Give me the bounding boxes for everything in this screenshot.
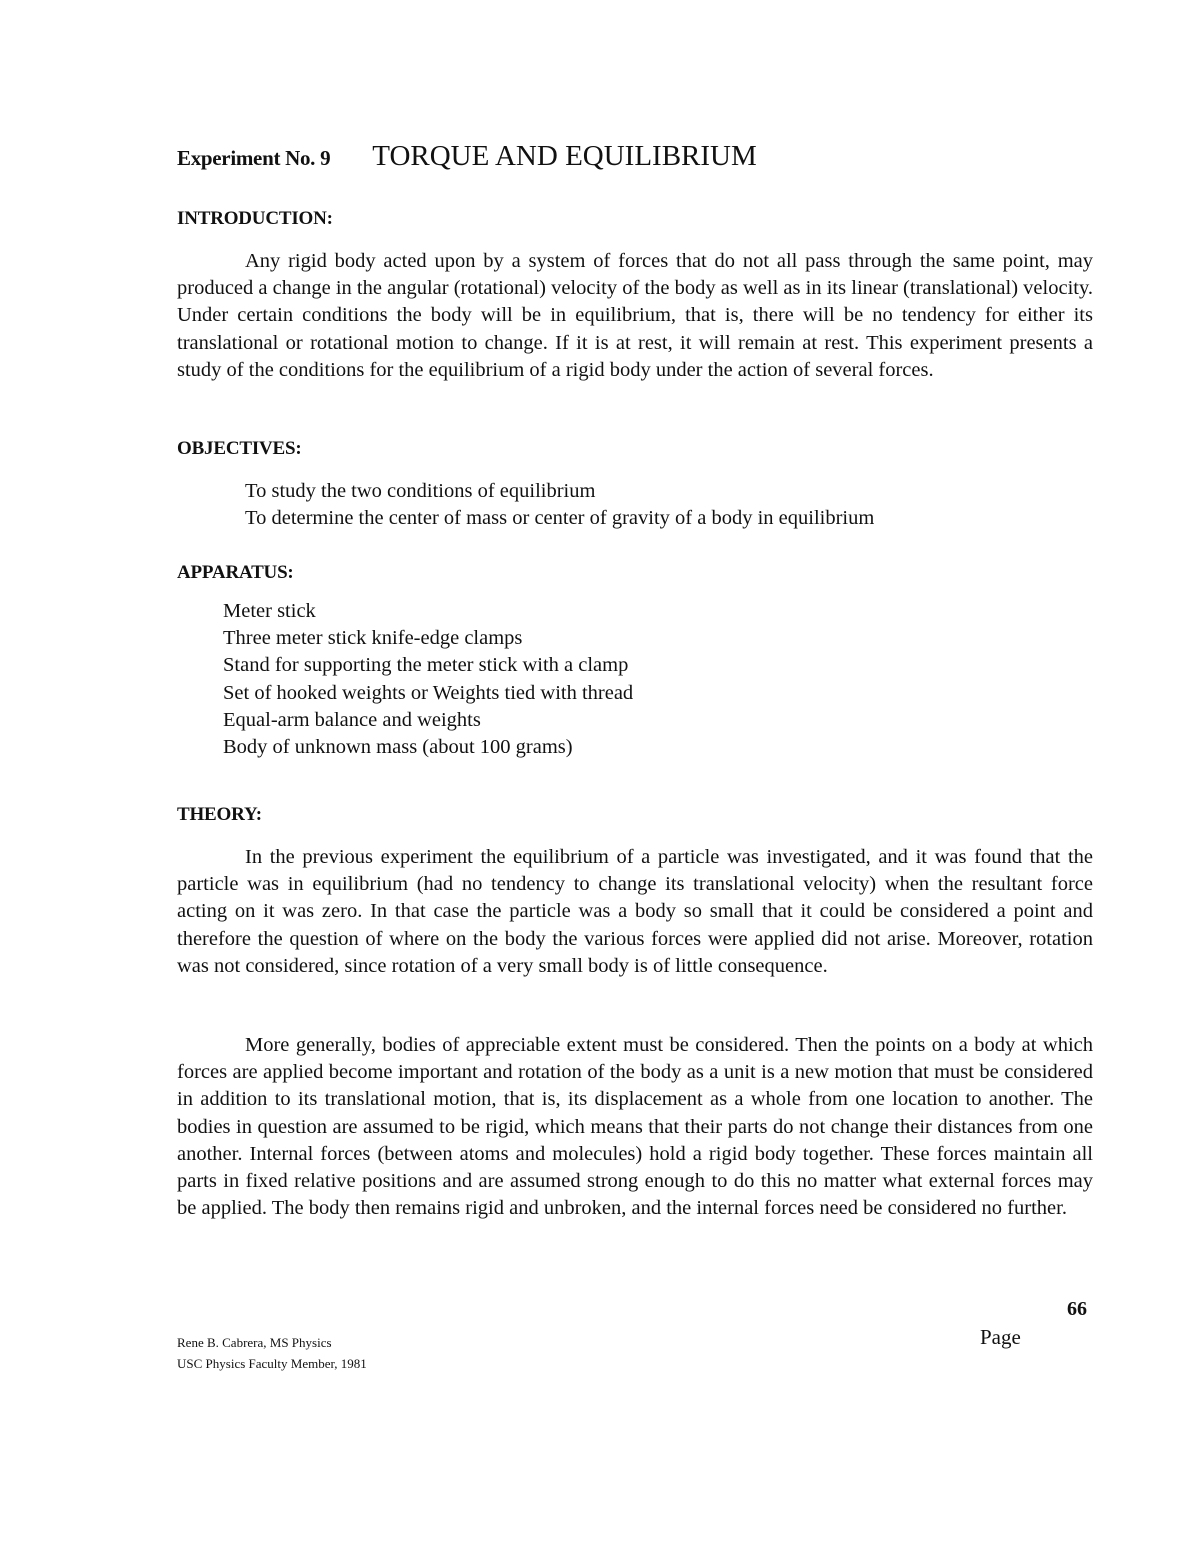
list-item: Meter stick xyxy=(223,600,316,622)
theory-heading: THEORY: xyxy=(177,804,262,825)
list-item: Set of hooked weights or Weights tied with thread xyxy=(223,681,634,704)
objectives-heading: OBJECTIVES: xyxy=(177,438,302,459)
list-item: Body of unknown mass (about 100 grams) xyxy=(223,736,573,759)
apparatus-heading: APPARATUS: xyxy=(177,562,294,583)
theory-paragraph-2: More generally, bodies of appreciable extent must be considered. Then the points on a body at which forces are applied become important and rotation of the body as a unit is a new motion that must be considered in addition to its translational motion, that is, its displacement as a whole from one location to another. The bodies in question are assumed to be rigid, which means that their parts do not change their distances from one another. Internal forces (between atoms and molecules) hold a rigid body together. These forces maintain all parts in fixed relative positions and are assumed strong enough to do this no matter what external forces may be applied. The body then remains rigid and unbroken, and the internal forces need be considered no further. xyxy=(177,1034,1093,1220)
page-number: 66 xyxy=(1067,1298,1087,1320)
footer-affiliation: USC Physics Faculty Member, 1981 xyxy=(177,1356,367,1371)
list-item: Stand for supporting the meter stick with a clamp xyxy=(223,654,629,677)
footer-author: Rene B. Cabrera, MS Physics xyxy=(177,1335,332,1350)
introduction-paragraph: Any rigid body acted upon by a system of forces that do not all pass through the same point, may produced a change in the angular (rotational) velocity of the body as well as in its linear (translational) velocity. Under certain conditions the body will be in equilibrium, that is, there will be no tendency for either its translational or rotational motion to change. If it is at rest, it will remain at rest. This experiment presents a study of the conditions for the equilibrium of a rigid body under the action of several forces. xyxy=(177,250,1093,381)
list-item: To determine the center of mass or center of gravity of a body in equilibrium xyxy=(245,507,875,530)
experiment-label: Experiment No. 9 xyxy=(177,146,331,170)
introduction-heading: INTRODUCTION: xyxy=(177,208,333,229)
theory-paragraph-1: In the previous experiment the equilibrium of a particle was investigated, and it was found that the particle was in equilibrium (had no tendency to change its translational velocity) when the resultant force acting on it was zero. In that case the particle was a body so small that it could be considered a point and therefore the question of where on the body the various forces were applied did not arise. Moreover, rotation was not considered, since rotation of a very small body is of little consequence. xyxy=(177,846,1093,977)
apparatus-list xyxy=(223,598,633,761)
list-item: Equal-arm balance and weights xyxy=(223,708,481,731)
title-line xyxy=(177,140,757,173)
objectives-list xyxy=(245,478,874,532)
page-title: TORQUE AND EQUILIBRIUM xyxy=(372,140,757,172)
list-item: To study the two conditions of equilibrium xyxy=(245,480,596,502)
page-label: Page xyxy=(980,1325,1021,1349)
footer xyxy=(177,1332,367,1374)
list-item: Three meter stick knife-edge clamps xyxy=(223,627,523,650)
